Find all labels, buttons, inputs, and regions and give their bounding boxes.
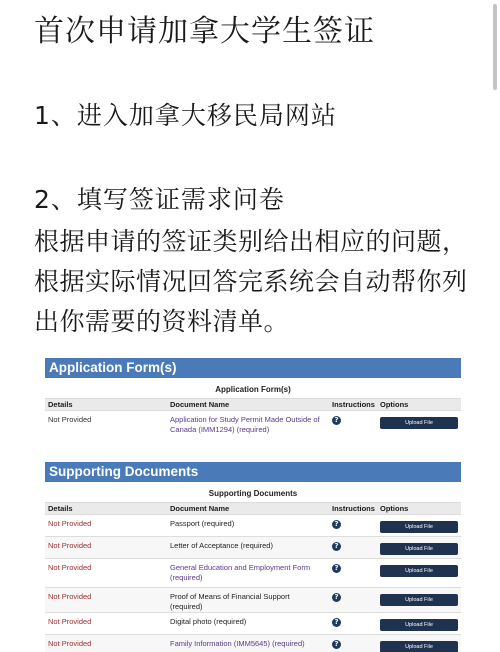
question-circle-icon[interactable]: ? (332, 640, 341, 649)
supporting-documents-subtitle: Supporting Documents (208, 489, 298, 498)
details-status: Not Provided (48, 563, 92, 572)
header-document-name: Document Name (170, 400, 230, 409)
header-details: Details (48, 504, 73, 513)
table-header (45, 398, 461, 410)
instructions-cell (329, 588, 377, 612)
table-header (45, 502, 461, 514)
options-cell (377, 613, 461, 634)
upload-file-button[interactable]: Upload File (380, 565, 458, 577)
document-name: Letter of Acceptance (required) (170, 541, 273, 550)
options-cell (377, 537, 461, 558)
question-circle-icon[interactable]: ? (332, 520, 341, 529)
question-circle-icon[interactable]: ? (332, 564, 341, 573)
question-circle-icon[interactable]: ? (332, 416, 341, 425)
document-name (167, 559, 329, 587)
options-cell (377, 635, 461, 652)
options-cell (377, 411, 461, 438)
instructions-cell (329, 613, 377, 634)
details-status: Not Provided (48, 639, 92, 648)
document-name (167, 411, 329, 438)
details-status: Not Provided (48, 592, 92, 601)
document-name: Passport (required) (170, 519, 235, 528)
page-title: 首次申请加拿大学生签证 (34, 14, 375, 49)
document-link-line2[interactable]: Canada (IMM1294) (required) (170, 425, 270, 434)
question-circle-icon[interactable]: ? (332, 593, 341, 602)
document-link[interactable]: General Education and Employment Form (170, 563, 311, 572)
upload-file-button[interactable]: Upload File (380, 543, 458, 555)
header-document-name: Document Name (170, 504, 230, 513)
upload-file-button[interactable]: Upload File (380, 641, 458, 652)
options-cell (377, 515, 461, 536)
document-name-line1: Proof of Means of Financial Support (170, 592, 290, 601)
supporting-documents-panel (45, 462, 461, 652)
document-name: Digital photo (required) (170, 617, 247, 626)
document-name (167, 635, 329, 652)
document-name (167, 588, 329, 612)
instructions-cell (329, 411, 377, 438)
body-line-2: 根据实际情况回答完系统会自动帮你列 (34, 267, 468, 296)
application-forms-subtitle: Application Form(s) (215, 385, 291, 394)
instructions-cell (329, 559, 377, 587)
upload-file-button[interactable]: Upload File (380, 594, 458, 606)
instructions-cell (329, 537, 377, 558)
body-line-3: 出你需要的资料清单。 (34, 307, 290, 336)
question-circle-icon[interactable]: ? (332, 542, 341, 551)
details-status: Not Provided (48, 415, 92, 424)
header-options: Options (380, 400, 409, 409)
header-instructions: Instructions (332, 400, 375, 409)
header-instructions: Instructions (332, 504, 375, 513)
document-link-line2[interactable]: (required) (170, 573, 203, 582)
step-2-text: 2、填写签证需求问卷 (34, 185, 285, 214)
table-row (45, 558, 461, 587)
application-forms-panel (45, 358, 461, 438)
upload-file-button[interactable]: Upload File (380, 417, 458, 429)
details-status: Not Provided (48, 519, 92, 528)
body-line-1: 根据申请的签证类别给出相应的问题， (34, 227, 468, 256)
options-cell (377, 588, 461, 612)
table-row (45, 612, 461, 634)
document-link[interactable]: Family Information (IMM5645) (required) (170, 639, 305, 648)
upload-file-button[interactable]: Upload File (380, 521, 458, 533)
document-name-line2: (required) (170, 602, 203, 611)
scrollbar[interactable] (493, 4, 497, 90)
header-options: Options (380, 504, 409, 513)
details-status: Not Provided (48, 541, 92, 550)
header-details: Details (48, 400, 73, 409)
table-row (45, 410, 461, 438)
supporting-documents-header-bar: Supporting Documents (45, 462, 461, 482)
upload-file-button[interactable]: Upload File (380, 619, 458, 631)
step-1-text: 1、进入加拿大移民局网站 (34, 101, 337, 130)
table-row (45, 634, 461, 652)
table-row (45, 514, 461, 536)
details-status: Not Provided (48, 617, 92, 626)
options-cell (377, 559, 461, 587)
instructions-cell (329, 635, 377, 652)
instructions-cell (329, 515, 377, 536)
table-row (45, 587, 461, 612)
application-forms-header-bar: Application Form(s) (45, 358, 461, 378)
question-circle-icon[interactable]: ? (332, 618, 341, 627)
document-link[interactable]: Application for Study Permit Made Outside of (170, 415, 320, 424)
table-row (45, 536, 461, 558)
